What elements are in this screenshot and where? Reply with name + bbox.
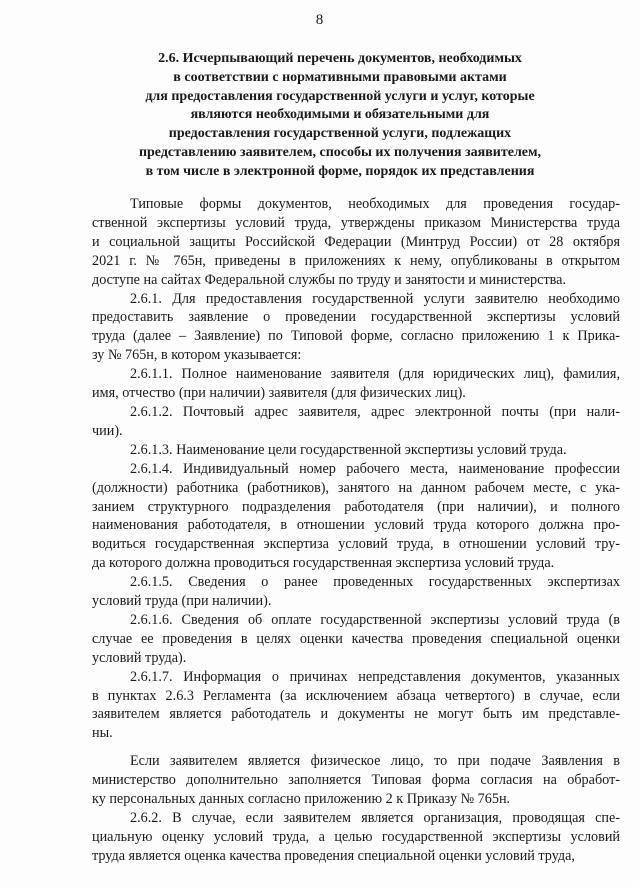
paragraph — [92, 809, 620, 866]
text-line: 2.6.2. В случае, если заявителем является организация, проводящая спе- — [130, 810, 620, 826]
text-line: труда является оценка качества проведения специальной оценки условий труда, — [92, 847, 575, 864]
paragraph — [92, 460, 620, 573]
text-line: 2.6.1.5. Сведения о ранее проведенных государственных экспертизах — [130, 574, 620, 591]
paragraph — [92, 752, 620, 809]
text-line: 2.6.1.6. Сведения об оплате государственной экспертизы условий труда (в — [130, 611, 620, 628]
text-line: зу № 765н, в котором указывается: — [92, 347, 302, 364]
paragraph — [92, 403, 620, 441]
paragraph — [92, 573, 620, 611]
text-line: имя, отчество (при наличии) заявителя (для физических лиц). — [92, 385, 466, 402]
paragraph — [92, 611, 620, 668]
section-heading — [100, 50, 580, 182]
heading-line: 2.6. Исчерпывающий перечень документов, необходимых — [158, 51, 522, 66]
text-line: условий труда). — [92, 649, 187, 666]
heading-line: представлению заявителем, способы их получения заявителем, — [138, 144, 542, 160]
paragraph — [92, 441, 620, 460]
paragraph — [92, 290, 620, 366]
text-line: ственной экспертизы условий труда, утверждены приказом Министерства труда — [92, 214, 620, 231]
text-line: и социальной защиты Российской Федерации (Минтруд России) от 28 октября — [92, 233, 620, 250]
text-line: 2.6.1.2. Почтовый адрес заявителя, адрес электронной почты (при нали- — [130, 403, 620, 420]
text-line: 2.6.1. Для предоставления государственной услуги заявителю необходимо — [130, 290, 620, 307]
heading-line: в том числе в электронной форме, порядок их представления — [145, 163, 535, 179]
text-line: доступе на сайтах Федеральной службы по труду и занятости и министерства. — [92, 271, 566, 288]
text-line: министерство дополнительно заполняется Типовая форма согласия на обработ- — [92, 772, 620, 789]
text-line: да которого должна проводиться государственная экспертиза условий труда. — [92, 555, 555, 572]
text-line: Если заявителем является физическое лицо, то при подаче Заявления в — [130, 753, 620, 770]
text-line: ку персональных данных согласно приложению 2 к Приказу № 765н. — [92, 791, 511, 808]
text-line: 2.6.1.7. Информация о причинах непредставления документов, указанных — [130, 668, 620, 685]
text-line: 2.6.1.3. Наименование цели государственной экспертизы условий труда. — [130, 441, 567, 458]
heading-line: для предоставления государственной услуги и услуг, которые — [145, 88, 535, 104]
paragraph — [92, 668, 620, 744]
text-line: занием структурного подразделения работодателя (при наличии), и полного — [92, 498, 620, 515]
text-line: чии). — [92, 422, 123, 439]
text-line: 2021 г. № 765н, приведены в приложениях к нему, опубликованы в открытом — [92, 252, 620, 269]
text-line: 2.6.1.1. Полное наименование заявителя (для юридических лиц), фамилия, — [130, 366, 620, 383]
text-line: условий труда (при наличии). — [92, 593, 272, 610]
text-line: Типовые формы документов, необходимых для проведения государ- — [130, 196, 620, 212]
text-line: заявителем является работодатель и документы не могут быть им представле- — [92, 706, 620, 723]
paragraph-gap — [92, 743, 620, 752]
heading-line: предоставления государственной услуги, подлежащих — [168, 126, 512, 142]
paragraph — [92, 195, 620, 290]
text-line: в пунктах 2.6.3 Регламента (за исключением абзаца четвертого) в случае, если — [92, 687, 620, 704]
text-line: (должности) работника (работников), занятого на данном рабочем месте, с ука- — [92, 479, 620, 496]
text-line: наименования работодателя, в отношении условий труда которого должна про- — [92, 517, 620, 534]
paragraph — [92, 365, 620, 403]
heading-line: в соответствии с нормативными правовыми актами — [173, 69, 507, 85]
text-line: предоставить заявление о проведении государственной экспертизы условий — [92, 309, 620, 326]
text-line: случае ее проведения в целях оценки качества проведения специальной оценки — [92, 630, 620, 647]
text-line: ны. — [92, 725, 113, 742]
body-text — [92, 195, 620, 866]
heading-line: являются необходимыми и обязательными для — [190, 107, 490, 123]
text-line: водиться государственная экспертиза условий труда, в отношении условий тру- — [92, 536, 620, 553]
text-line: 2.6.1.4. Индивидуальный номер рабочего места, наименование профессии — [130, 460, 620, 477]
page-number: 8 — [315, 12, 324, 28]
text-line: циальную оценку условий труда, а целью государственной экспертизы условий — [92, 828, 620, 845]
text-line: труда (далее – Заявление) по Типовой форме, согласно приложению 1 к Прика- — [92, 328, 620, 345]
